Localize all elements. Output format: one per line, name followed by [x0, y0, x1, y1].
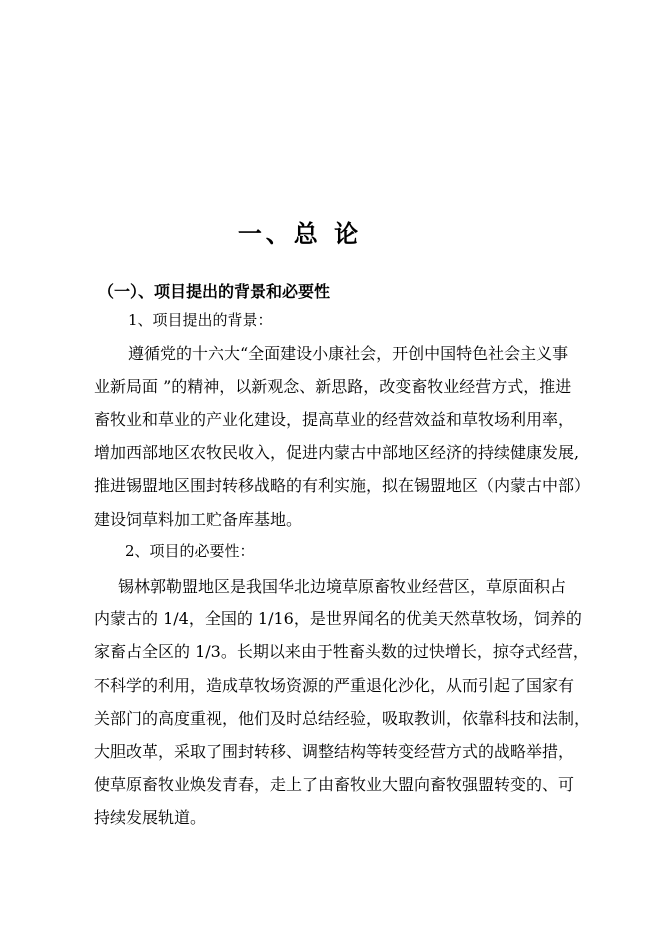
- necessity-heading: 2、项目的必要性：: [125, 542, 255, 560]
- necessity-line: 大胆改革，采取了围封转移、调整结构等转变经营方式的战略举措，: [94, 742, 575, 761]
- background-line: 业新局面 ”的精神，以新观念、新思路，改变畜牧业经营方式，推进: [94, 377, 572, 396]
- background-line: 遵循党的十六大“全面建设小康社会，开创中国特色社会主义事: [128, 344, 569, 363]
- necessity-line: 使草原畜牧业焕发青春，走上了由畜牧业大盟向畜牧强盟转变的、可: [94, 775, 575, 794]
- background-line: 增加西部地区农牧民收入，促进内蒙古中部地区经济的持续健康发展,: [94, 443, 580, 462]
- necessity-line: 锡林郭勒盟地区是我国华北边境草原畜牧业经营区，草原面积占: [118, 577, 567, 596]
- necessity-line: 内蒙古的 1/4，全国的 1/16，是世界闻名的优美天然草牧场，饲养的: [94, 609, 582, 628]
- necessity-line: 家畜占全区的 1/3。长期以来由于牲畜头数的过快增长，掠夺式经营，: [94, 642, 589, 661]
- necessity-line: 关部门的高度重视，他们及时总结经验，吸取教训，依靠科技和法制，: [94, 709, 591, 728]
- document-title: 一、总 论: [237, 219, 363, 248]
- background-heading: 1、项目提出的背景：: [128, 311, 273, 329]
- necessity-line: 不科学的利用，造成草牧场资源的严重退化沙化，从而引起了国家有: [94, 676, 575, 695]
- section-heading: （一）、项目提出的背景和必要性: [98, 282, 331, 301]
- background-line: 推进锡盟地区围封转移战略的有利实施，拟在锡盟地区（内蒙古中部）: [94, 476, 591, 495]
- background-line: 建设饲草料加工贮备库基地。: [94, 510, 303, 529]
- background-line: 畜牧业和草业的产业化建设，提高草业的经营效益和草牧场利用率，: [94, 410, 575, 429]
- necessity-line: 持续发展轨道。: [94, 808, 207, 827]
